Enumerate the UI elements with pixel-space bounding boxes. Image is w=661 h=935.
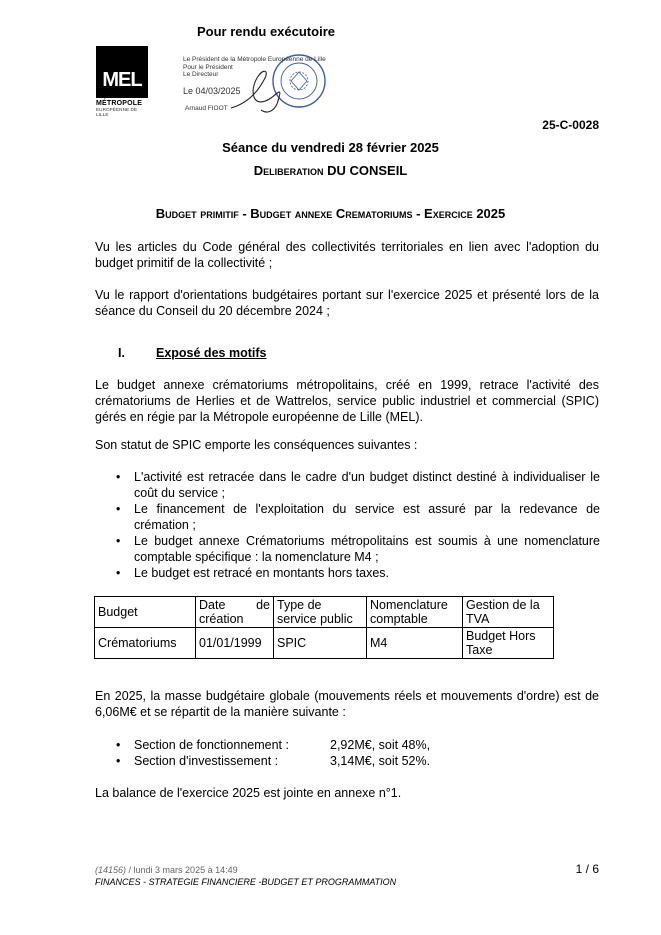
- table-cell: M4: [367, 628, 463, 659]
- list-item: • Le financement de l'exploitation du service est assuré par la redevance de crémation ;: [110, 501, 600, 533]
- signature-date: Le 04/03/2025: [183, 86, 241, 96]
- session-date: Séance du vendredi 28 février 2025: [222, 140, 439, 155]
- allocation-value: 3,14M€, soit 52%.: [330, 754, 431, 768]
- list-item: [110, 753, 430, 769]
- document-title: Budget primitif - Budget annexe Crematoriums - Exercice 2025: [155, 206, 506, 221]
- allocation-value: 2,92M€, soit 48%,: [330, 738, 431, 752]
- allocation-label: Section d'investissement :: [134, 754, 279, 768]
- list-item: [110, 737, 430, 753]
- table-header-cell: Type de service public: [274, 597, 367, 628]
- section-number: I.: [118, 346, 125, 360]
- footer-doc-id: (14156): [95, 865, 127, 875]
- footer-service: FINANCES - STRATEGIE FINANCIERE -BUDGET ET PROGRAMMATION: [95, 877, 397, 887]
- table-header-cell: Date de création: [196, 597, 274, 628]
- signature-line-2: Pour le Président: [183, 63, 233, 71]
- section-heading: [118, 346, 266, 360]
- section-label: Exposé des motifs: [156, 346, 267, 360]
- mel-logo: [96, 46, 148, 118]
- signatory-name: Arnaud FIOOT: [185, 105, 228, 112]
- context-paragraph: Le budget annexe crématoriums métropolitains, créé en 1999, retrace l'activité des crématoriums de Herlies et de Wattrelos, service public industriel et commercial (SPIC) gérés en régie par la Métropole européenne de Lille (MEL).: [95, 378, 599, 424]
- table-cell: Crématoriums: [95, 628, 196, 659]
- deliberation-rest: DU CONSEIL: [323, 163, 408, 178]
- deliberation-heading: [0, 163, 661, 178]
- table-header-cell: Gestion de la TVA: [463, 597, 554, 628]
- budget-table: [94, 596, 554, 659]
- budget-total-paragraph: En 2025, la masse budgétaire globale (mouvements réels et mouvements d'ordre) est de 6,06M€ et se répartit de la manière suivante :: [95, 689, 599, 719]
- table-cell: Budget Hors Taxe: [463, 628, 554, 659]
- deliberation-word: Deliberation: [253, 163, 324, 178]
- table-header-cell: Budget: [95, 597, 196, 628]
- signature-line-3: Le Directeur: [183, 71, 219, 79]
- allocation-label: Section de fonctionnement :: [134, 738, 289, 752]
- page-number: 1 / 6: [575, 862, 599, 876]
- spic-intro-paragraph: Son statut de SPIC emporte les conséquences suivantes :: [95, 438, 418, 452]
- table-cell: 01/01/1999: [196, 628, 274, 659]
- table-header-row: [95, 597, 554, 628]
- header-note: Pour rendu exécutoire: [197, 24, 335, 39]
- allocation-list: [110, 737, 430, 769]
- signature-block: [183, 56, 333, 114]
- visa-paragraph-1: Vu les articles du Code général des collectivités territoriales en lien avec l'adoption du budget primitif de la collectivité ;: [95, 240, 599, 270]
- list-item: • Le budget est retracé en montants hors taxes.: [110, 565, 600, 581]
- table-row: [95, 628, 554, 659]
- logo-mark: MEL: [96, 46, 148, 98]
- table-cell: SPIC: [274, 628, 367, 659]
- consequences-list: [110, 469, 600, 581]
- deliberation-reference: 25-C-0028: [542, 118, 599, 132]
- logo-subtitle: EUROPÉENNE DE LILLE: [96, 107, 138, 117]
- list-item: • Le budget annexe Crématoriums métropolitains est soumis à une nomenclature comptable spécifique : la nomenclature M4 ;: [110, 533, 600, 565]
- footer-timestamp: / lundi 3 mars 2025 à 14:49: [126, 865, 238, 875]
- logo-name: MÉTROPOLE: [96, 100, 143, 107]
- visa-paragraph-2: Vu le rapport d'orientations budgétaires portant sur l'exercice 2025 et présenté lors de la séance du Conseil du 20 décembre 2024 ;: [95, 288, 599, 318]
- table-header-cell: Nomenclature comptable: [367, 597, 463, 628]
- annex-paragraph: La balance de l'exercice 2025 est jointe en annexe n°1.: [95, 786, 402, 800]
- signature-line-1: Le Président de la Métropole Européenne de Lille: [183, 56, 326, 63]
- list-item: • L'activité est retracée dans le cadre d'un budget distinct destiné à individualiser le coût du service ;: [110, 469, 600, 501]
- footer-meta: [95, 865, 238, 875]
